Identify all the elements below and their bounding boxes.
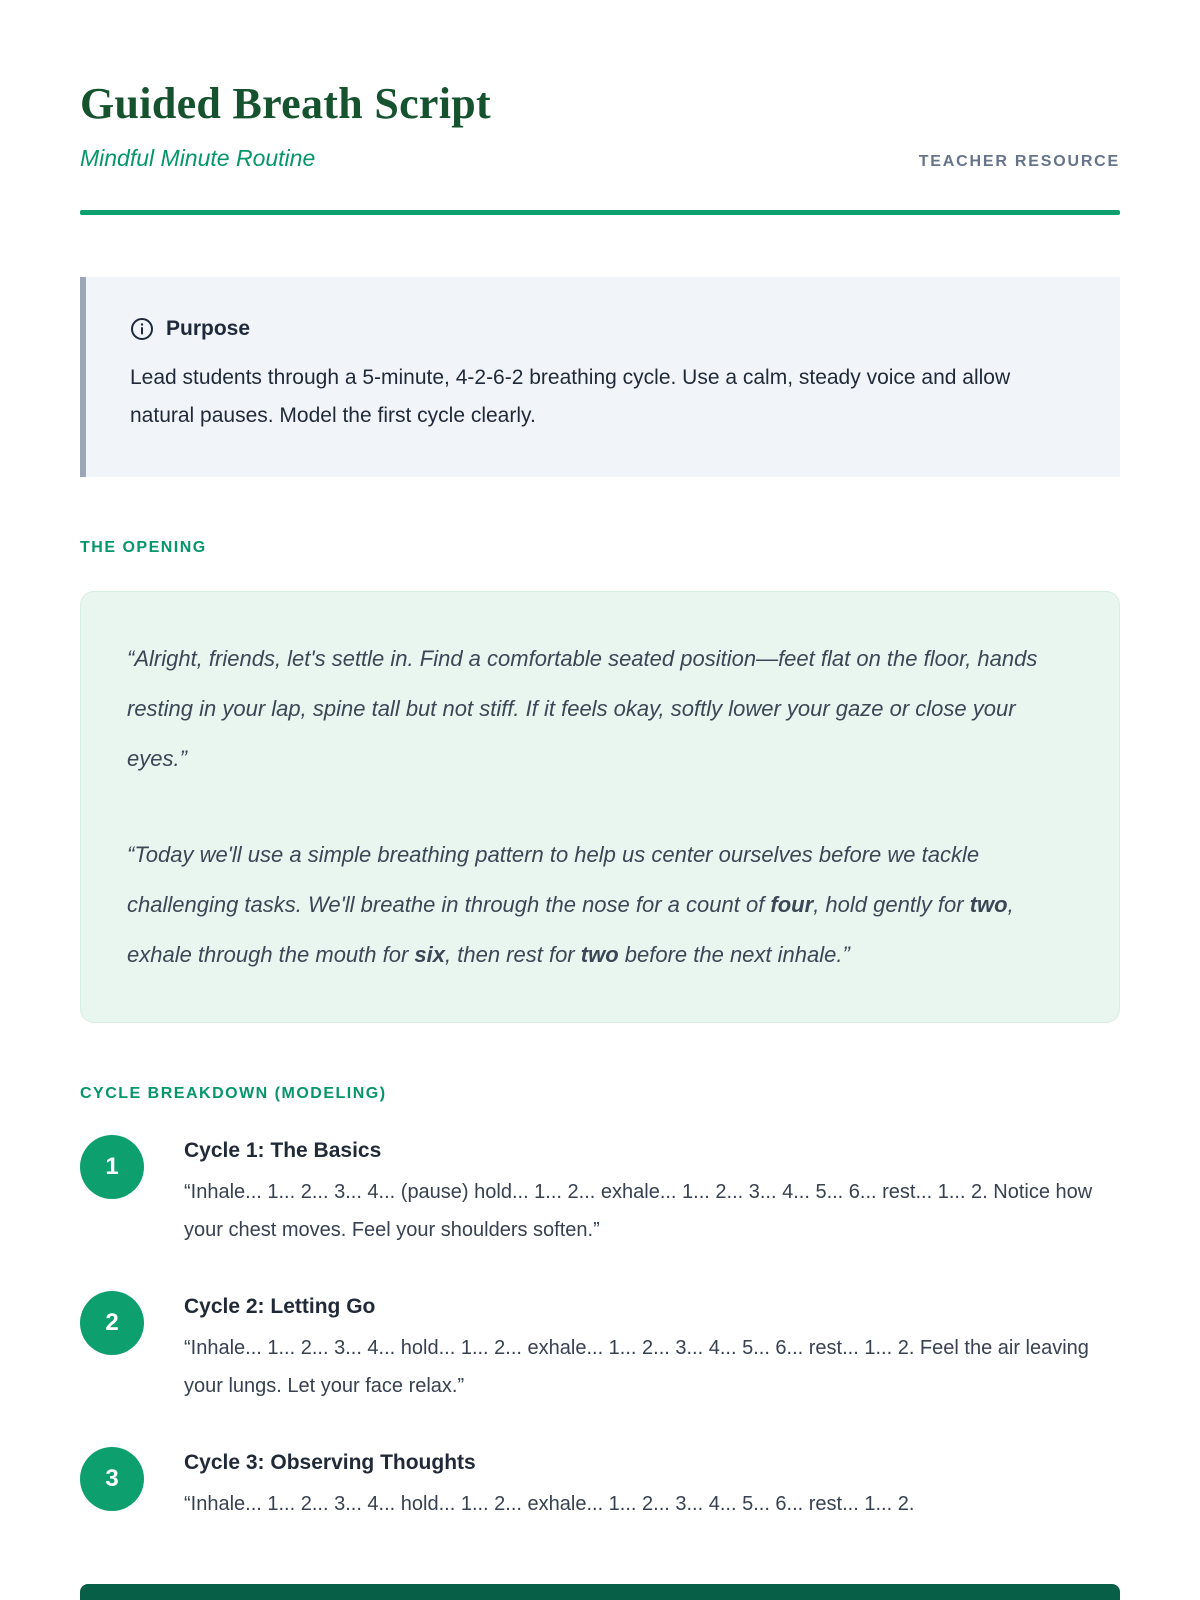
green-divider xyxy=(80,210,1120,215)
cycle-content xyxy=(184,1447,1120,1523)
cycles-list xyxy=(80,1135,1120,1523)
page-title: Guided Breath Script xyxy=(80,79,492,128)
cycle-number-badge: 3 xyxy=(80,1447,144,1511)
opening-p2-text: , then rest for xyxy=(445,942,581,967)
opening-p2-bold-two-2: two xyxy=(580,942,619,967)
cycle-content xyxy=(184,1135,1120,1249)
cycle-script: “Inhale... 1... 2... 3... 4... hold... 1... 2... exhale... 1... 2... 3... 4... 5... 6... rest... 1... 2. Feel the air leaving your lungs. Let your face relax.” xyxy=(184,1337,1089,1397)
section-heading-opening: THE OPENING xyxy=(80,539,207,556)
opening-paragraph-1: “Alright, friends, let's settle in. Find a comfortable seated position—feet flat on the floor, hands resting in your lap, spine tall but not stiff. If it feels okay, softly lower your gaze or close your eyes.” xyxy=(127,646,1038,771)
opening-paragraph-2 xyxy=(127,830,1073,980)
cycle-script: “Inhale... 1... 2... 3... 4... hold... 1... 2... exhale... 1... 2... 3... 4... 5... 6... rest... 1... 2. xyxy=(184,1493,915,1515)
cycle-content xyxy=(184,1291,1120,1405)
opening-p2-bold-four: four xyxy=(770,892,814,917)
teacher-resource-badge: TEACHER RESOURCE xyxy=(918,153,1120,170)
cycle-script: “Inhale... 1... 2... 3... 4... (pause) hold... 1... 2... exhale... 1... 2... 3... 4... 5... 6... rest... 1... 2. Notice how your chest moves. Feel your shoulders soften.” xyxy=(184,1181,1093,1241)
purpose-callout xyxy=(80,277,1120,477)
opening-p2-bold-six: six xyxy=(414,942,446,967)
info-icon xyxy=(130,317,154,341)
page-subtitle: Mindful Minute Routine xyxy=(80,145,316,171)
purpose-title: Purpose xyxy=(166,317,251,340)
purpose-header xyxy=(130,317,1076,341)
subtitle-row xyxy=(80,145,1120,172)
list-item xyxy=(80,1291,1120,1405)
cycle-number-badge: 1 xyxy=(80,1135,144,1199)
section-heading-cycles: CYCLE BREAKDOWN (MODELING) xyxy=(80,1085,387,1102)
list-item xyxy=(80,1447,1120,1523)
purpose-body: Lead students through a 5-minute, 4-2-6-2 breathing cycle. Use a calm, steady voice and allow natural pauses. Model the first cycle clearly. xyxy=(130,366,1011,427)
list-item xyxy=(80,1135,1120,1249)
opening-p2-text: “Today we'll use a simple breathing pattern to help us center ourselves before we tackle challenging tasks. We'll breathe in through the nose for a count of xyxy=(127,842,980,917)
opening-p2-text: , hold gently for xyxy=(813,892,970,917)
cycle-title: Cycle 2: Letting Go xyxy=(184,1295,376,1318)
opening-p2-text: , exhale through the mouth for xyxy=(127,892,1014,967)
cycle-title: Cycle 3: Observing Thoughts xyxy=(184,1451,476,1474)
cycle-title: Cycle 1: The Basics xyxy=(184,1139,382,1162)
opening-p2-text: before the next inhale.” xyxy=(618,942,850,967)
cycle-number-badge: 2 xyxy=(80,1291,144,1355)
opening-p2-bold-two: two xyxy=(969,892,1008,917)
cutoff-dark-panel xyxy=(80,1584,1120,1600)
opening-script-box xyxy=(80,591,1120,1023)
